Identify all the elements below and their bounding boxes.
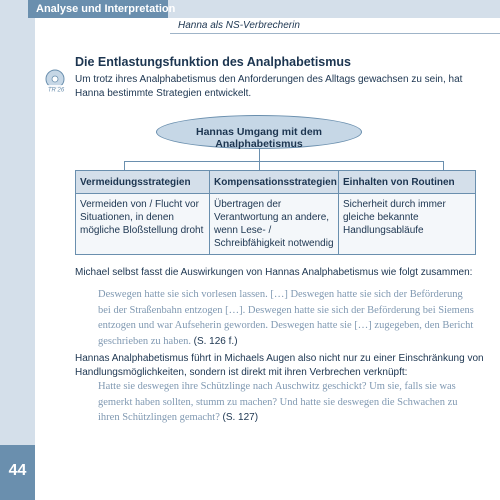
table-header-row	[76, 171, 476, 194]
quote-text: Hatte sie deswegen ihre Schützlinge nach Auschwitz geschickt? Um sie, falls sie was gemerkt haben sollten, stumm zu machen? Und hatte sie deswegen die Schwachen zu ihren Schützlingen gemacht?	[98, 381, 458, 423]
connector-middle	[259, 161, 260, 170]
quotation	[98, 379, 478, 426]
quotation	[98, 287, 478, 349]
quote-reference: (S. 127)	[222, 412, 259, 423]
connector-horizontal	[124, 161, 444, 162]
intro-paragraph: Um trotz ihres Analphabetismus den Anforderungen des Alltags gewachsen zu sein, hat Hanna bestimmte Strategien entwickelt.	[75, 74, 463, 99]
quote-reference: (S. 126 f.)	[193, 335, 238, 347]
table-header-cell: Einhalten von Routinen	[339, 171, 476, 194]
strategy-table	[75, 170, 476, 255]
quote-text: Deswegen hatte sie sich vorlesen lassen. […] Deswegen hatte sie sich der Beförderung bei der Straßenbahn entzogen […]. Deswegen hatte sie sich der Beförderung bei Siemens entzogen und war Aufseherin geworden. Deswegen hatte sie […] zugegeben, den Bericht geschrieben zu haben.	[98, 289, 474, 347]
table-header-cell: Kompensationsstrategien	[210, 171, 339, 194]
left-margin-bar	[0, 0, 35, 500]
table-header-cell: Vermeidungsstrategien	[76, 171, 210, 194]
connector-vertical	[259, 149, 260, 161]
body-paragraph: Hannas Analphabetismus führt in Michaels Augen also nicht nur zu einer Einschränkung von Handlungsmöglichkeiten, sondern ist direkt mit ihren Verbrechen verknüpft:	[75, 353, 484, 378]
table-row	[76, 194, 476, 255]
chapter-title: Hanna als NS-Verbrecherin	[178, 20, 300, 31]
section-title: Analyse und Interpretation	[36, 3, 176, 15]
chapter-divider	[170, 33, 500, 34]
table-cell: Sicherheit durch immer gleiche bekannte Handlungsabläufe	[339, 194, 476, 255]
page-heading: Die Entlastungsfunktion des Analphabetismus	[75, 55, 351, 69]
connector-right	[443, 161, 444, 170]
track-label: TR 26	[47, 87, 65, 93]
body-paragraph: Michael selbst fasst die Auswirkungen von Hannas Analphabetismus wie folgt zusammen:	[75, 267, 473, 278]
connector-left	[124, 161, 125, 170]
table-cell: Übertragen der Verantwortung an andere, wenn Lese- / Schreibfähigkeit notwendig	[210, 194, 339, 255]
page-number: 44	[8, 462, 27, 479]
diagram-center-label: Hannas Umgang mit dem Analphabetismus	[195, 126, 323, 150]
cd-track-icon	[44, 69, 68, 93]
table-cell: Vermeiden von / Flucht vor Situationen, in denen mögliche Bloßstellung droht	[76, 194, 210, 255]
